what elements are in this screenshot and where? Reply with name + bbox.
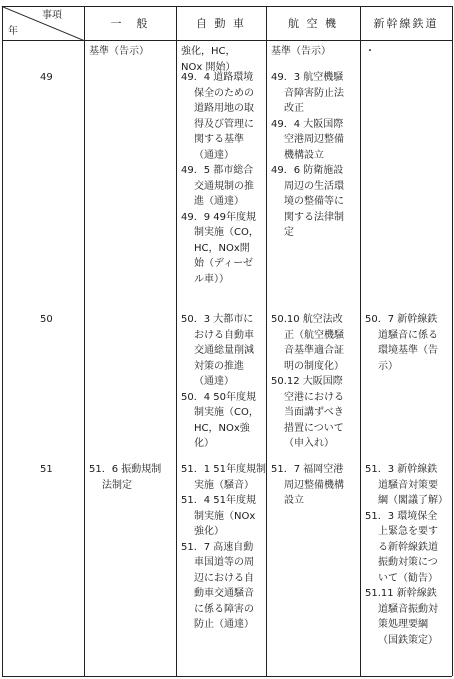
shinkansen-cell-line: ・ [365, 46, 375, 57]
table-left-rule [2, 6, 3, 676]
aircraft-cell-line: 改正 [284, 103, 304, 114]
aircraft-cell-line: 明の制度化） [284, 360, 344, 372]
automobile-cell-line: 辺における自 [194, 572, 254, 584]
year-label: 51 [40, 464, 53, 475]
aircraft-cell-line: 当面講ずべき [284, 407, 344, 418]
automobile-cell-line: 49．4 道路環境 [181, 72, 254, 83]
general-cell-line: 基準（告示） [89, 46, 149, 57]
shinkansen-cell-line: る新幹線鉄道 [378, 541, 438, 553]
aircraft-cell-line: 周辺の生活環 [284, 180, 344, 192]
automobile-cell-line: （通達） [194, 376, 234, 387]
automobile-cell-line: 関する基準 [194, 134, 244, 145]
automobile-cell-line: 交通規制の推 [194, 180, 254, 192]
aircraft-cell-line: 音基準適合証 [284, 345, 344, 356]
automobile-cell-line: 防止（通達） [194, 619, 254, 630]
automobile-cell-line: 51．4 51年度規 [181, 495, 256, 506]
column-header-general: 一 般 [110, 17, 150, 30]
aircraft-cell-line: 定 [284, 227, 294, 238]
automobile-cell-line: 強化，HC， [181, 46, 236, 57]
automobile-cell-line: 強化） [194, 526, 224, 537]
aircraft-cell-line: 周辺整備機構 [284, 479, 344, 491]
automobile-cell-line: 始（ディーゼ [194, 258, 253, 269]
shinkansen-cell-line: 振動対策につ [378, 557, 438, 568]
automobile-cell-line: 50．4 50年度規 [181, 391, 256, 403]
aircraft-cell-line: 空港周辺整備 [284, 134, 344, 145]
automobile-cell-line: 実施（騒音） [194, 479, 254, 491]
shinkansen-cell-line: 道騒音振動対 [378, 603, 438, 615]
automobile-cell-line: 交通総量削減 [194, 345, 254, 356]
automobile-cell-line: 動車交通騒音 [194, 588, 254, 599]
automobile-cell-line: 化） [194, 438, 214, 449]
aircraft-cell-line: 境の整備等に [284, 196, 344, 207]
general-cell-line: 51．6 振動規制 [89, 464, 162, 475]
automobile-cell-line: ル車）） [194, 273, 229, 285]
automobile-cell-line: に係る障害の [194, 603, 254, 615]
column-header-automobile: 自 動 車 [196, 17, 246, 30]
column-header-shinkansen: 新幹線鉄道 [373, 17, 439, 30]
shinkansen-cell-line: 51.11 新幹線鉄 [365, 588, 437, 599]
aircraft-cell-line: 50.10 航空法改 [271, 314, 343, 325]
automobile-cell-line: HC，NOx強 [194, 422, 250, 434]
automobile-cell-line: 49．5 都市総合 [181, 165, 254, 176]
automobile-cell-line: 制実施（CO， [194, 407, 259, 418]
automobile-cell-line: 制実施（NOx [194, 510, 256, 522]
shinkansen-cell-line: 策処理要綱 [378, 619, 428, 630]
aircraft-cell-line: 空港における [284, 391, 344, 403]
column-header-aircraft: 航 空 機 [288, 17, 338, 30]
automobile-cell-line: 51．7 高速自動 [181, 541, 254, 553]
shinkansen-cell-line: 上緊急を要す [378, 526, 438, 537]
automobile-cell-line: 51．1 51年度規制 [181, 464, 266, 475]
aircraft-cell-line: 関する法律制 [284, 211, 344, 223]
automobile-cell-line: 車国道等の周 [194, 557, 254, 568]
shinkansen-cell-line: 51．3 新幹線鉄 [365, 464, 438, 475]
column-rule-2 [266, 6, 267, 676]
automobile-cell-line: 得及び管理に [194, 118, 254, 130]
shinkansen-cell-line: （国鉄策定） [378, 634, 438, 646]
table-top-rule [2, 6, 452, 7]
aircraft-cell-line: 機構設立 [284, 149, 324, 161]
header-bottom-rule [2, 40, 452, 41]
shinkansen-cell-line: 道騒音に係る [378, 329, 438, 341]
year-label: 50 [40, 314, 53, 325]
aircraft-cell-line: 基準（告示） [271, 46, 331, 57]
column-rule-1 [176, 6, 177, 676]
automobile-cell-line: 対策の推進 [194, 360, 244, 372]
aircraft-cell-line: 設立 [284, 495, 304, 506]
aircraft-cell-line: 50.12 大阪国際 [271, 376, 343, 387]
automobile-cell-line: 道路用地の取 [194, 103, 254, 114]
year-label: 49 [40, 72, 53, 83]
automobile-cell-line: 制実施（CO， [194, 227, 259, 238]
automobile-cell-line: 保全のための [194, 87, 254, 99]
shinkansen-cell-line: 環境基準（告 [378, 345, 438, 356]
column-rule-3 [360, 6, 361, 676]
aircraft-cell-line: 音障害防止法 [284, 87, 344, 99]
shinkansen-cell-line: いて（勧告） [378, 572, 438, 584]
automobile-cell-line: NOx 開始） [181, 61, 236, 73]
aircraft-cell-line: 51．7 福岡空港 [271, 464, 344, 475]
automobile-cell-line: おける自動車 [194, 329, 254, 341]
corner-item-label: 事項 [42, 10, 62, 21]
shinkansen-cell-line: 綱（閣議了解） [378, 495, 448, 506]
column-rule-4 [452, 6, 453, 676]
shinkansen-cell-line: 示） [378, 360, 398, 372]
table-bottom-rule [2, 676, 452, 677]
aircraft-cell-line: 正（航空機騒 [284, 329, 344, 341]
shinkansen-cell-line: 50．7 新幹線鉄 [365, 314, 438, 325]
automobile-cell-line: （通達） [194, 149, 234, 161]
automobile-cell-line: 50．3 大都市に [181, 314, 254, 325]
aircraft-cell-line: 49．6 防衛施設 [271, 165, 344, 176]
aircraft-cell-line: 措置について [284, 422, 344, 434]
general-cell-line: 法制定 [102, 479, 132, 491]
corner-year-label: 年 [8, 26, 18, 37]
aircraft-cell-line: 49．4 大阪国際 [271, 118, 344, 130]
automobile-cell-line: 49．9 49年度規 [181, 211, 256, 223]
column-rule-0 [84, 6, 85, 676]
aircraft-cell-line: 49．3 航空機騒 [271, 72, 344, 83]
automobile-cell-line: 進（通達） [194, 196, 244, 207]
aircraft-cell-line: （申入れ） [284, 438, 334, 449]
automobile-cell-line: HC，NOx開 [194, 242, 250, 254]
shinkansen-cell-line: 51．3 環境保全 [365, 510, 438, 522]
shinkansen-cell-line: 道騒音対策要 [378, 479, 438, 491]
